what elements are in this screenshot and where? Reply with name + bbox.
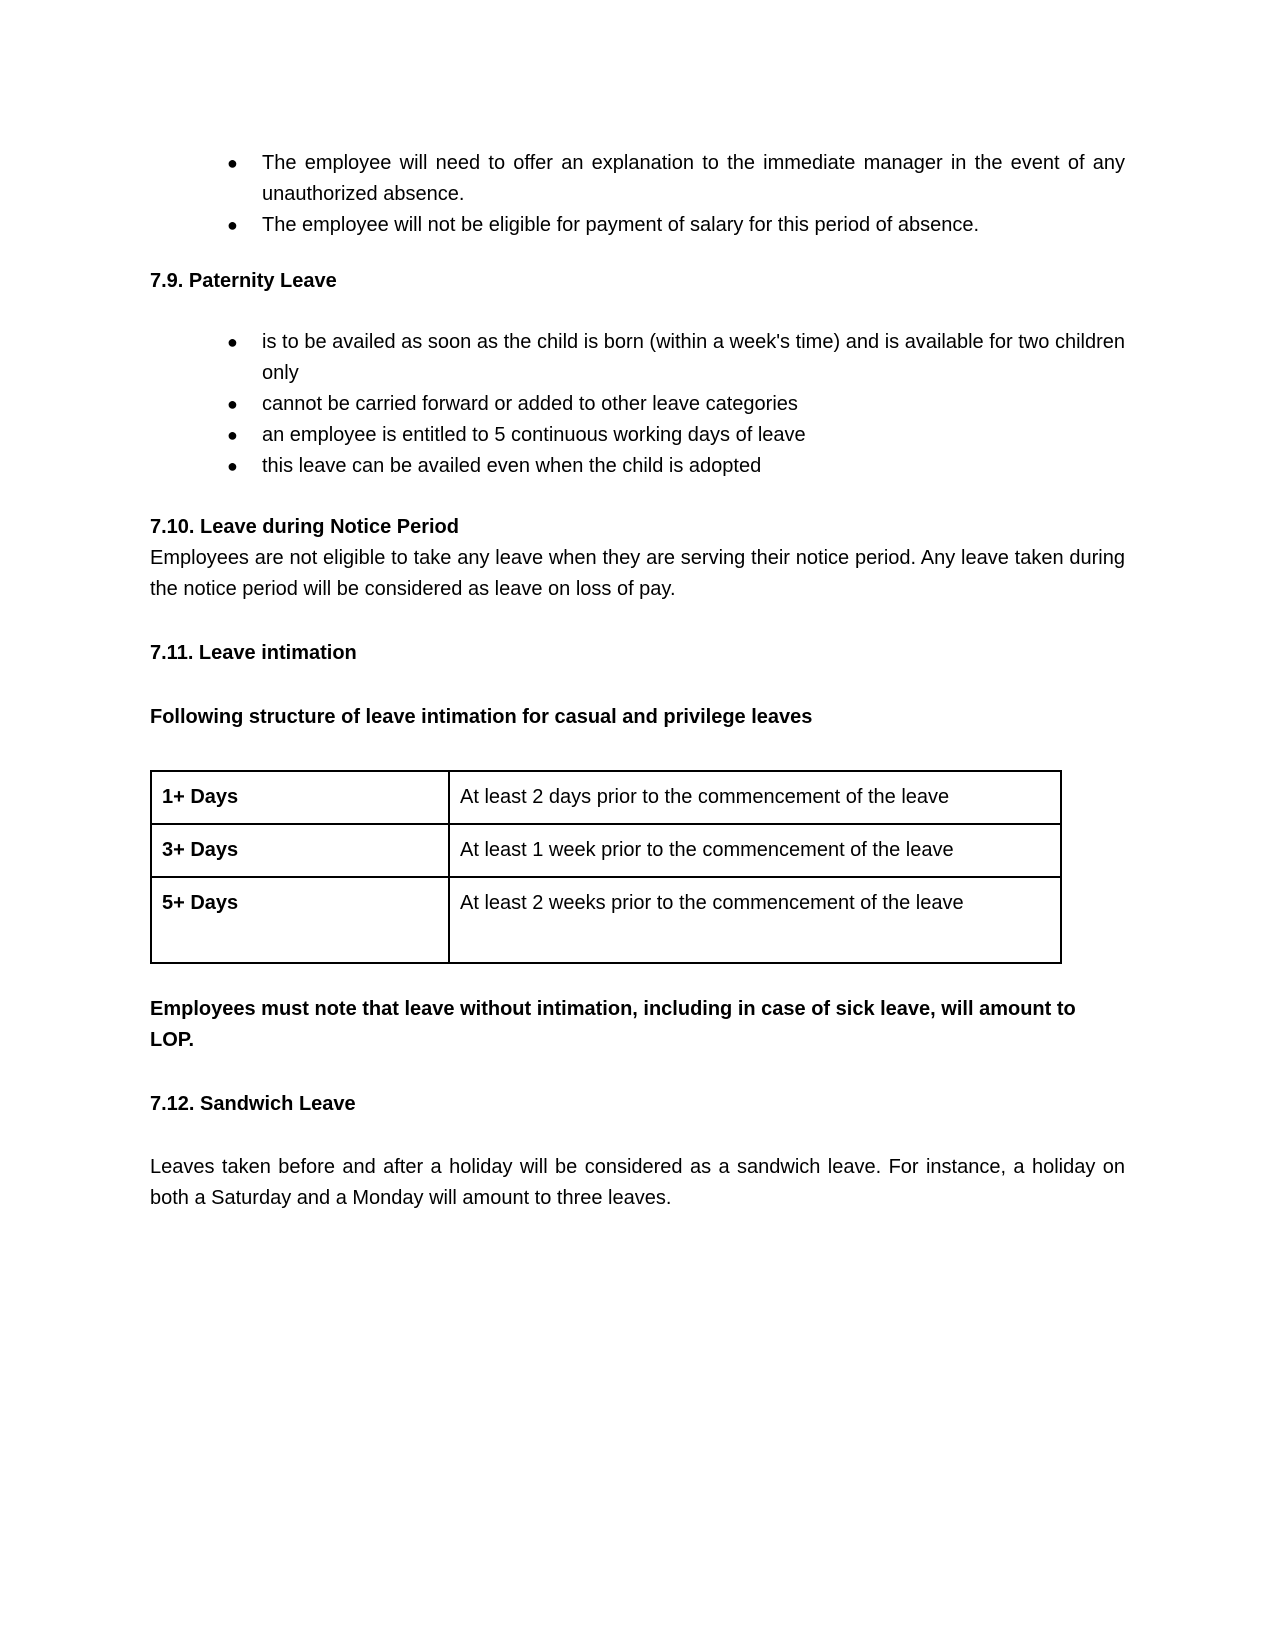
sandwich-text-block	[150, 1152, 1125, 1214]
table-cell-days: 5+ Days	[151, 877, 449, 963]
list-item-text: this leave can be availed even when the child is adopted	[262, 455, 762, 477]
section-heading: 7.9. Paternity Leave	[150, 270, 337, 292]
intimation-note: Employees must note that leave without intimation, including in case of sick leave, will amount to LOP.	[150, 998, 1076, 1051]
list-item	[150, 420, 1125, 451]
table-cell-days: 1+ Days	[151, 771, 449, 824]
bullet-icon: ●	[227, 153, 238, 173]
notice-period-section	[150, 512, 1125, 605]
section-heading: 7.11. Leave intimation	[150, 642, 357, 664]
unauthorized-absence-list	[150, 148, 1125, 241]
list-item	[150, 451, 1125, 482]
list-item-text: an employee is entitled to 5 continuous working days of leave	[262, 424, 806, 446]
table-row	[151, 824, 1061, 877]
list-item	[150, 389, 1125, 420]
paternity-section	[150, 266, 1125, 297]
table-row	[151, 771, 1061, 824]
table-cell-rule: At least 2 days prior to the commencement of the leave	[449, 771, 1061, 824]
section-heading: 7.10. Leave during Notice Period	[150, 516, 459, 538]
bullet-icon: ●	[227, 215, 238, 235]
list-item-text: cannot be carried forward or added to other leave categories	[262, 393, 798, 415]
paternity-list	[150, 327, 1125, 482]
table-cell-days: 3+ Days	[151, 824, 449, 877]
intimation-note-block	[150, 994, 1125, 1056]
table-caption: Following structure of leave intimation for casual and privilege leaves	[150, 706, 813, 728]
list-item-text: The employee will not be eligible for payment of salary for this period of absence.	[262, 214, 980, 236]
intimation-subheading-block	[150, 702, 1125, 733]
leave-intimation-table	[150, 770, 1062, 964]
section-text: Employees are not eligible to take any leave when they are serving their notice period. Any leave taken during the notice period will be considered as leave on loss of pay.	[150, 547, 1125, 600]
bullet-icon: ●	[227, 332, 238, 352]
list-item	[150, 148, 1125, 210]
list-item-text: is to be availed as soon as the child is born (within a week's time) and is available for two children only	[262, 331, 1125, 384]
intimation-section	[150, 638, 1125, 669]
list-item	[150, 327, 1125, 389]
table-cell-rule: At least 1 week prior to the commencement of the leave	[449, 824, 1061, 877]
table-cell-rule: At least 2 weeks prior to the commencement of the leave	[449, 877, 1061, 963]
list-item-text: The employee will need to offer an explanation to the immediate manager in the event of any unauthorized absence.	[262, 152, 1125, 205]
table-row	[151, 877, 1061, 963]
sandwich-section	[150, 1089, 1125, 1120]
bullet-icon: ●	[227, 456, 238, 476]
bullet-icon: ●	[227, 394, 238, 414]
section-text: Leaves taken before and after a holiday will be considered as a sandwich leave. For instance, a holiday on both a Saturday and a Monday will amount to three leaves.	[150, 1156, 1125, 1209]
bullet-icon: ●	[227, 425, 238, 445]
section-heading: 7.12. Sandwich Leave	[150, 1093, 356, 1115]
list-item	[150, 210, 1125, 241]
